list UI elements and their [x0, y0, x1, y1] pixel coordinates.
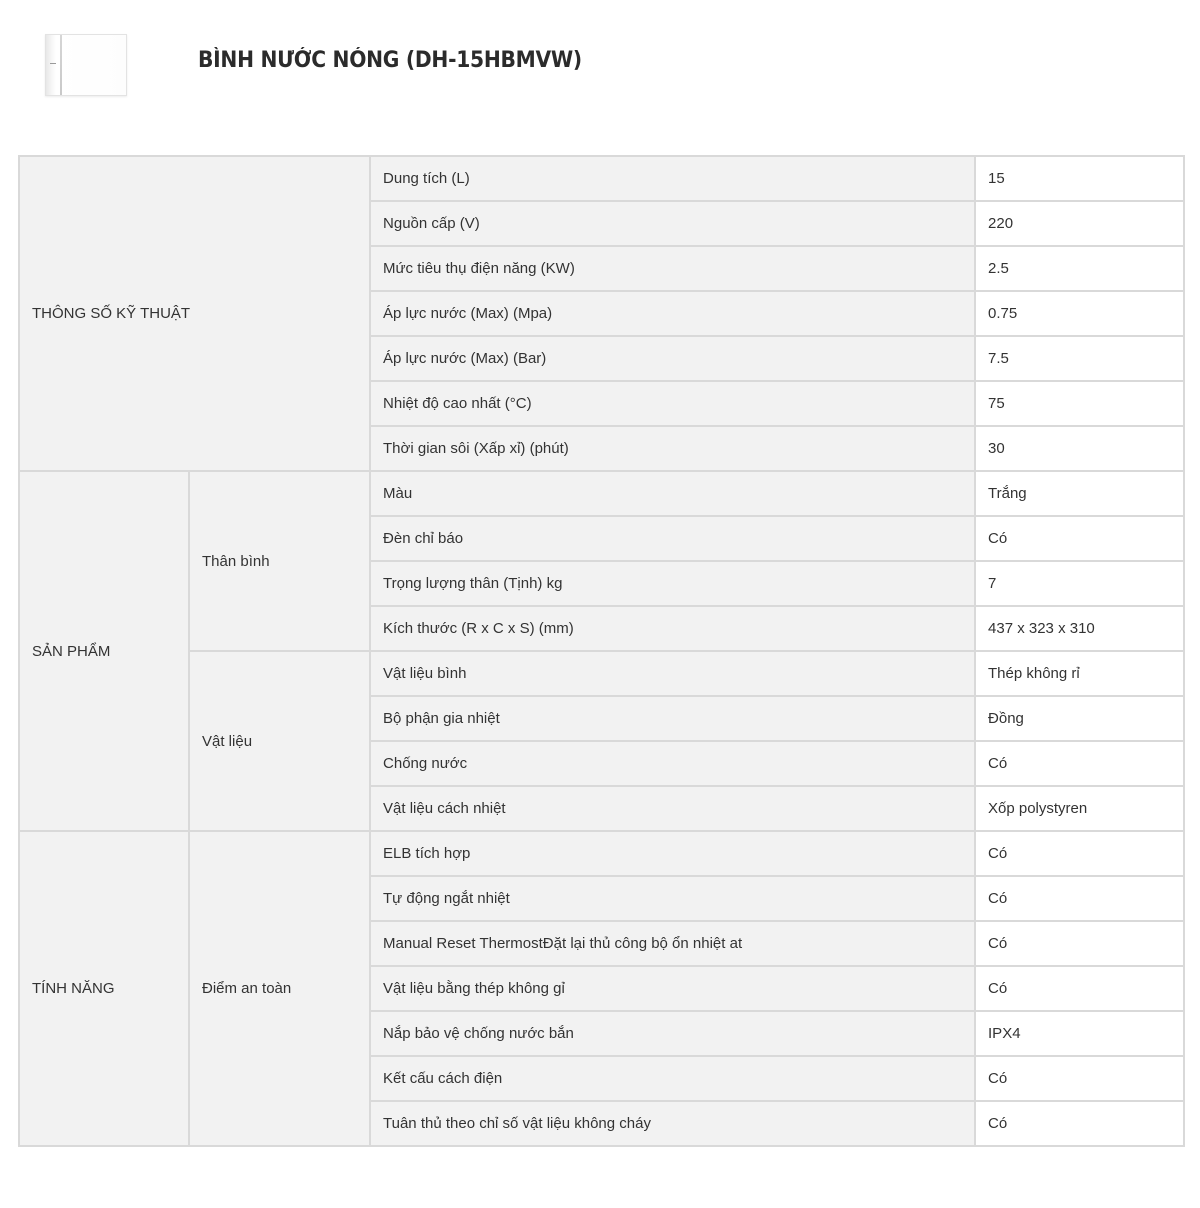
heater-seam: [60, 35, 62, 95]
group-specs: THÔNG SỐ KỸ THUẬT: [19, 156, 370, 471]
row-label: Dung tích (L): [370, 156, 975, 201]
row-value: 220: [975, 201, 1184, 246]
table-row: [19, 156, 1184, 201]
row-label: Nguồn cấp (V): [370, 201, 975, 246]
row-label: ELB tích hợp: [370, 831, 975, 876]
row-label: Mức tiêu thụ điện năng (KW): [370, 246, 975, 291]
row-label: Manual Reset ThermostĐặt lại thủ công bộ ổn nhiệt at: [370, 921, 975, 966]
row-label: Kích thước (R x C x S) (mm): [370, 606, 975, 651]
row-label: Chống nước: [370, 741, 975, 786]
row-value: 15: [975, 156, 1184, 201]
spec-table: [18, 155, 1185, 1147]
group-product: SẢN PHẨM: [19, 471, 189, 831]
row-label: Tự động ngắt nhiệt: [370, 876, 975, 921]
row-value: Có: [975, 921, 1184, 966]
row-value: 7.5: [975, 336, 1184, 381]
row-value: Thép không rỉ: [975, 651, 1184, 696]
row-label: Vật liệu bằng thép không gỉ: [370, 966, 975, 1011]
row-label: Nắp bảo vệ chống nước bắn: [370, 1011, 975, 1056]
subgroup-body: Thân bình: [189, 471, 370, 651]
product-title: BÌNH NƯỚC NÓNG (DH-15HBMVW): [198, 48, 582, 73]
row-value: 75: [975, 381, 1184, 426]
row-label: Áp lực nước (Max) (Mpa): [370, 291, 975, 336]
row-value: 30: [975, 426, 1184, 471]
table-row: [19, 651, 1184, 696]
row-value: 0.75: [975, 291, 1184, 336]
row-value: 437 x 323 x 310: [975, 606, 1184, 651]
row-label: Áp lực nước (Max) (Bar): [370, 336, 975, 381]
subgroup-safety: Điểm an toàn: [189, 831, 370, 1146]
row-value: Xốp polystyren: [975, 786, 1184, 831]
table-row: [19, 471, 1184, 516]
row-value: Có: [975, 831, 1184, 876]
row-value: Có: [975, 516, 1184, 561]
row-label: Nhiệt độ cao nhất (°C): [370, 381, 975, 426]
row-value: IPX4: [975, 1011, 1184, 1056]
row-label: Vật liệu cách nhiệt: [370, 786, 975, 831]
row-value: Có: [975, 1101, 1184, 1146]
row-label: Thời gian sôi (Xấp xỉ) (phút): [370, 426, 975, 471]
row-value: 2.5: [975, 246, 1184, 291]
row-value: Có: [975, 966, 1184, 1011]
table-row: [19, 831, 1184, 876]
group-features: TÍNH NĂNG: [19, 831, 189, 1146]
water-heater-thumbnail: [45, 34, 127, 96]
row-value: Có: [975, 741, 1184, 786]
row-value: Có: [975, 1056, 1184, 1101]
row-value: 7: [975, 561, 1184, 606]
heater-indicator: [50, 63, 56, 64]
product-header: [0, 0, 1200, 130]
row-label: Vật liệu bình: [370, 651, 975, 696]
row-label: Đèn chỉ báo: [370, 516, 975, 561]
row-label: Tuân thủ theo chỉ số vật liệu không cháy: [370, 1101, 975, 1146]
row-label: Bộ phận gia nhiệt: [370, 696, 975, 741]
row-value: Có: [975, 876, 1184, 921]
row-value: Trắng: [975, 471, 1184, 516]
row-label: Trọng lượng thân (Tịnh) kg: [370, 561, 975, 606]
row-label: Màu: [370, 471, 975, 516]
row-value: Đồng: [975, 696, 1184, 741]
subgroup-material: Vật liệu: [189, 651, 370, 831]
row-label: Kết cấu cách điện: [370, 1056, 975, 1101]
